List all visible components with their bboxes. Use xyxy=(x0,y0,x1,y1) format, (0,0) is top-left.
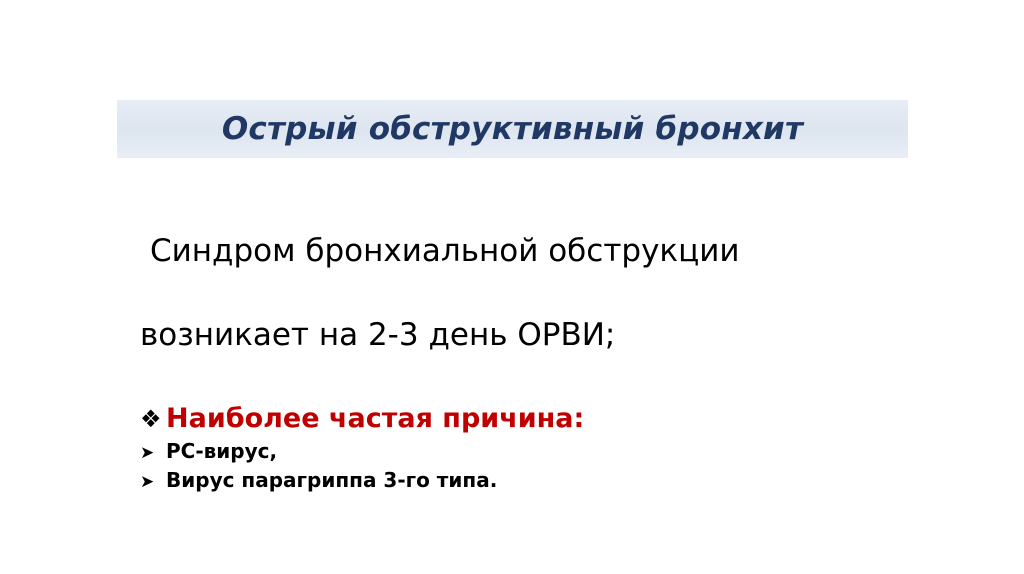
slide-body xyxy=(140,188,940,492)
slide-title: Острый обструктивный бронхит xyxy=(221,111,804,147)
cause-heading-label: Наиболее частая причина: xyxy=(166,403,585,434)
lead-line-2: возникает на 2-3 день ОРВИ; xyxy=(140,317,616,353)
list-item-label: Вирус парагриппа 3-го типа. xyxy=(166,468,498,493)
cause-heading-row xyxy=(140,404,940,434)
list-item xyxy=(140,468,940,492)
lead-line-1: Синдром бронхиальной обструкции xyxy=(150,233,740,269)
lead-paragraph xyxy=(140,188,940,398)
diamond-bullet-icon: ❖ xyxy=(140,404,162,433)
title-banner xyxy=(117,100,908,158)
arrow-bullet-icon: ➤ xyxy=(140,442,155,463)
list-item-label: РС-вирус, xyxy=(166,438,278,463)
arrow-bullet-icon: ➤ xyxy=(140,472,155,493)
list-item xyxy=(140,439,940,463)
